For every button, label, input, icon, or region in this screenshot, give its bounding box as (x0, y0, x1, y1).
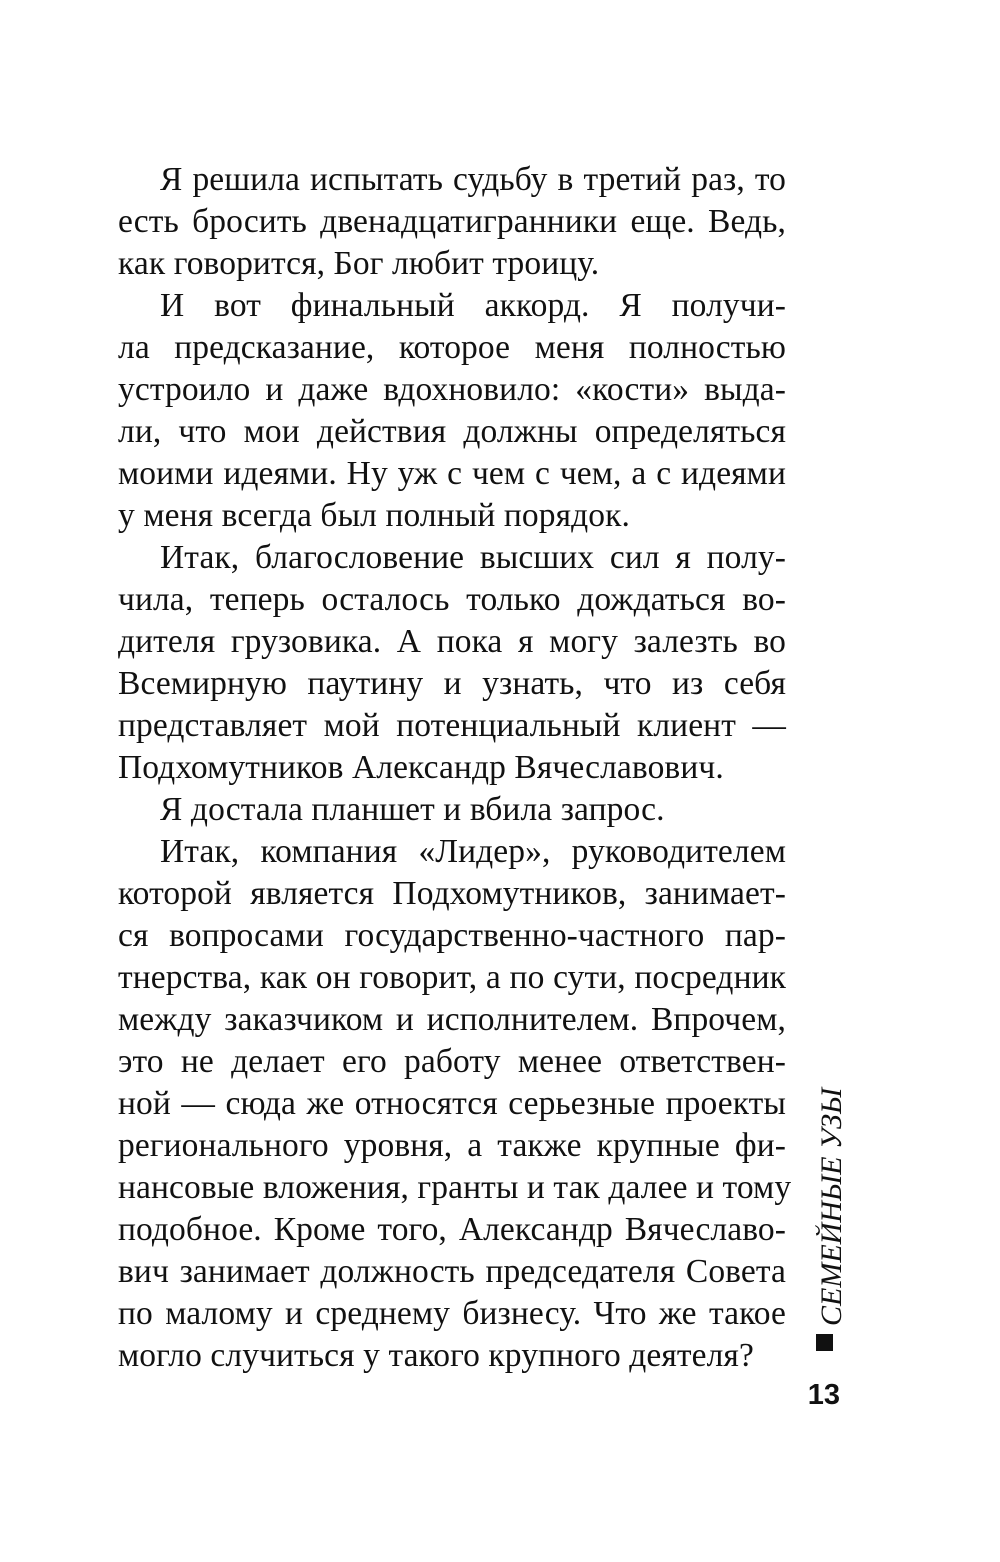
text-line: представляет мой потенциальный клиент — (118, 707, 786, 744)
text-line: ли, что мои действия должны определяться (118, 413, 786, 450)
running-title (808, 1086, 848, 1326)
text-line: ся вопросами государственно-частного пар- (118, 917, 786, 954)
text-line: это не делает его работу менее ответствен- (118, 1043, 786, 1080)
text-line: устроило и даже вдохновило: «кости» выда- (118, 371, 786, 408)
text-line: И вот финальный аккорд. Я получи- (160, 287, 786, 324)
running-title-text: СЕМЕЙНЫЕ УЗЫ (815, 1087, 848, 1326)
text-line: моими идеями. Ну уж с чем с чем, а с идеями (118, 455, 786, 492)
text-line: ла предсказание, которое меня полностью (118, 329, 786, 366)
text-line: у меня всегда был полный порядок. (118, 497, 630, 534)
text-line: между заказчиком и исполнителем. Впрочем, (118, 1001, 786, 1038)
text-line: Итак, благословение высших сил я полу- (160, 539, 786, 576)
text-line: Всемирную паутину и узнать, что из себя (118, 665, 786, 702)
page-number: 13 (807, 1379, 840, 1411)
text-line: есть бросить двенадцатигранники еще. Ведь, (118, 203, 786, 240)
text-line: нансовые вложения, гранты и так далее и тому (118, 1169, 792, 1206)
text-line: Итак, компания «Лидер», руководителем (160, 833, 786, 870)
text-line: по малому и среднему бизнесу. Что же такое (118, 1295, 786, 1332)
text-line: как говорится, Бог любит троицу. (118, 245, 600, 282)
text-line: регионального уровня, а также крупные фи- (118, 1127, 786, 1164)
text-line: вич занимает должность председателя Совета (118, 1253, 786, 1290)
text-line: которой является Подхомутников, занимает- (118, 875, 786, 912)
text-line: Я достала планшет и вбила запрос. (160, 791, 665, 828)
text-line: дителя грузовика. А пока я могу залезть во (118, 623, 786, 660)
text-line: ной — сюда же относятся серьезные проекты (118, 1085, 786, 1122)
text-line: чила, теперь осталось только дождаться во- (118, 581, 786, 618)
text-line: подобное. Кроме того, Александр Вячеславо- (118, 1211, 786, 1248)
body-text (118, 159, 792, 1377)
text-line: Я решила испытать судьбу в третий раз, то (160, 161, 786, 198)
text-line: тнерства, как он говорит, а по сути, посредник (118, 959, 786, 996)
square-marker-icon (816, 1334, 833, 1351)
text-line: могло случиться у такого крупного деятеля? (118, 1337, 754, 1374)
text-line: Подхомутников Александр Вячеславович. (118, 749, 724, 786)
